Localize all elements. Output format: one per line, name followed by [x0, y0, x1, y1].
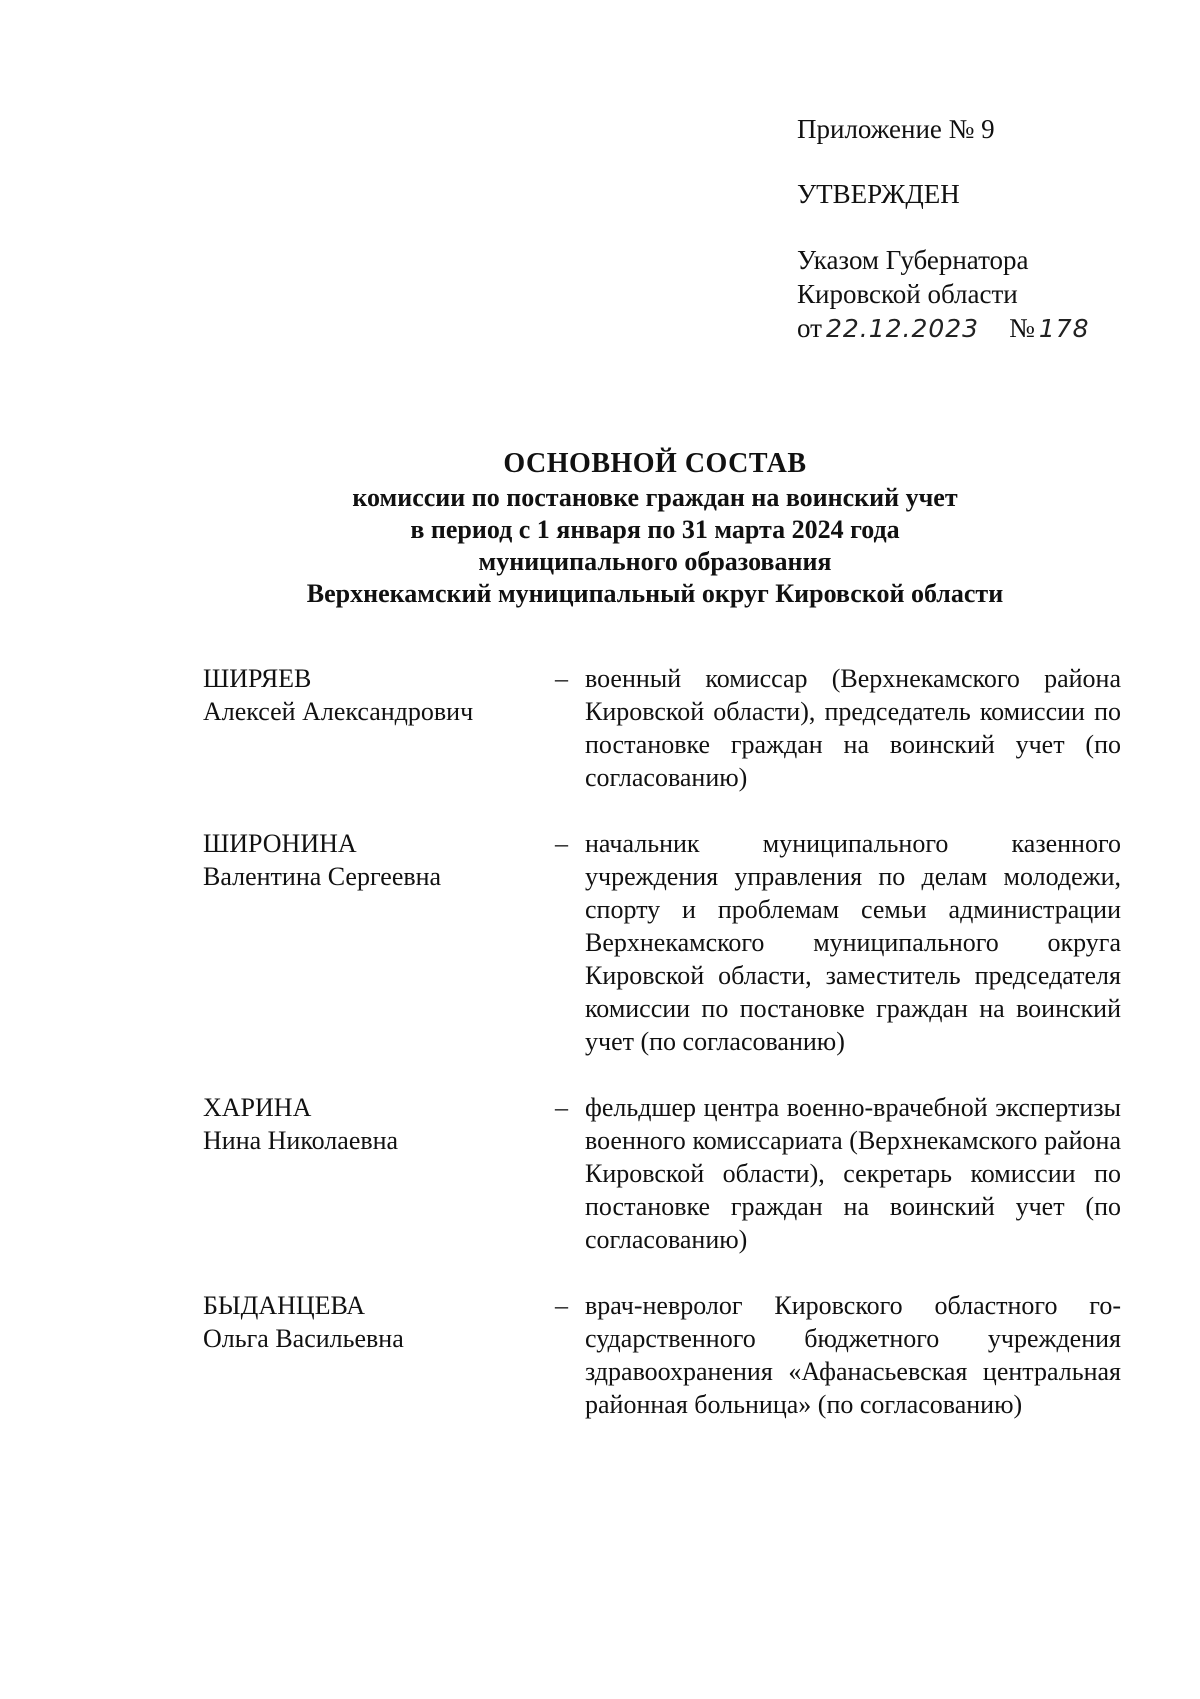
- member-surname: ХАРИНА: [203, 1093, 312, 1122]
- member-surname: ШИРЯЕВ: [203, 664, 312, 693]
- member-name: [203, 662, 543, 728]
- member-entry: [203, 662, 1123, 794]
- title-main: ОСНОВНОЙ СОСТАВ: [503, 448, 807, 479]
- member-name: [203, 1091, 543, 1157]
- title-line-2: в период с 1 января по 31 марта 2024 года: [410, 515, 900, 544]
- member-name: [203, 827, 543, 893]
- number-label: №: [1009, 313, 1035, 343]
- decree-date-line: [797, 311, 1127, 346]
- approval-block: [797, 112, 1127, 346]
- member-surname: БЫДАНЦЕВА: [203, 1291, 366, 1320]
- member-entry: [203, 1091, 1123, 1256]
- member-dash: –: [555, 664, 568, 693]
- appendix-number: Приложение № 9: [797, 114, 995, 144]
- member-given-names: Валентина Сергеевна: [203, 862, 442, 891]
- member-description: фельдшер центра военно-врачебной экспертизы военного комиссариата (Верхнекамского района Кировской области), секретарь комиссии по постановке граждан на воинский учет (по согласованию): [585, 1093, 1121, 1254]
- decree-line-2: Кировской области: [797, 279, 1018, 309]
- member-dash: –: [555, 1093, 568, 1122]
- decree-line-1: Указом Губернатора: [797, 245, 1029, 275]
- title-line-3: муниципального образования: [478, 547, 832, 576]
- handwritten-date: 22.12.2023: [825, 314, 980, 343]
- member-name: [203, 1289, 543, 1355]
- members-list: [203, 662, 1123, 1454]
- handwritten-number: 178: [1038, 314, 1090, 343]
- member-given-names: Алексей Александрович: [203, 697, 474, 726]
- title-line-1: комиссии по постановке граждан на воинский учет: [352, 483, 958, 512]
- document-title: [160, 446, 1150, 610]
- member-entry: [203, 1289, 1123, 1421]
- date-prefix: от: [797, 313, 822, 343]
- member-description: врач-невролог Кировского областного государственного бюджетного учреждения здравоохранения «Афанасьевская центральная районная больница» (по согласованию): [585, 1291, 1121, 1419]
- member-given-names: Ольга Васильевна: [203, 1324, 404, 1353]
- member-dash: –: [555, 1291, 568, 1320]
- member-entry: [203, 827, 1123, 1058]
- title-line-4: Верхнекамский муниципальный округ Кировской области: [306, 579, 1004, 608]
- approved-label: УТВЕРЖДЕН: [797, 179, 960, 209]
- member-description: военный комиссар (Верхнекамского района Кировской области), председатель комиссии по постановке граждан на воинский учет (по согласованию): [585, 664, 1121, 792]
- member-surname: ШИРОНИНА: [203, 829, 357, 858]
- member-given-names: Нина Николаевна: [203, 1126, 399, 1155]
- member-dash: –: [555, 829, 568, 858]
- member-description: начальник муниципального казенного учреждения управления по делам молодежи, спорту и проблемам семьи администрации Верхнекамского муниципального округа Кировской области, заместитель председателя комиссии по постановке граждан на воинский учет (по согласованию): [585, 829, 1121, 1056]
